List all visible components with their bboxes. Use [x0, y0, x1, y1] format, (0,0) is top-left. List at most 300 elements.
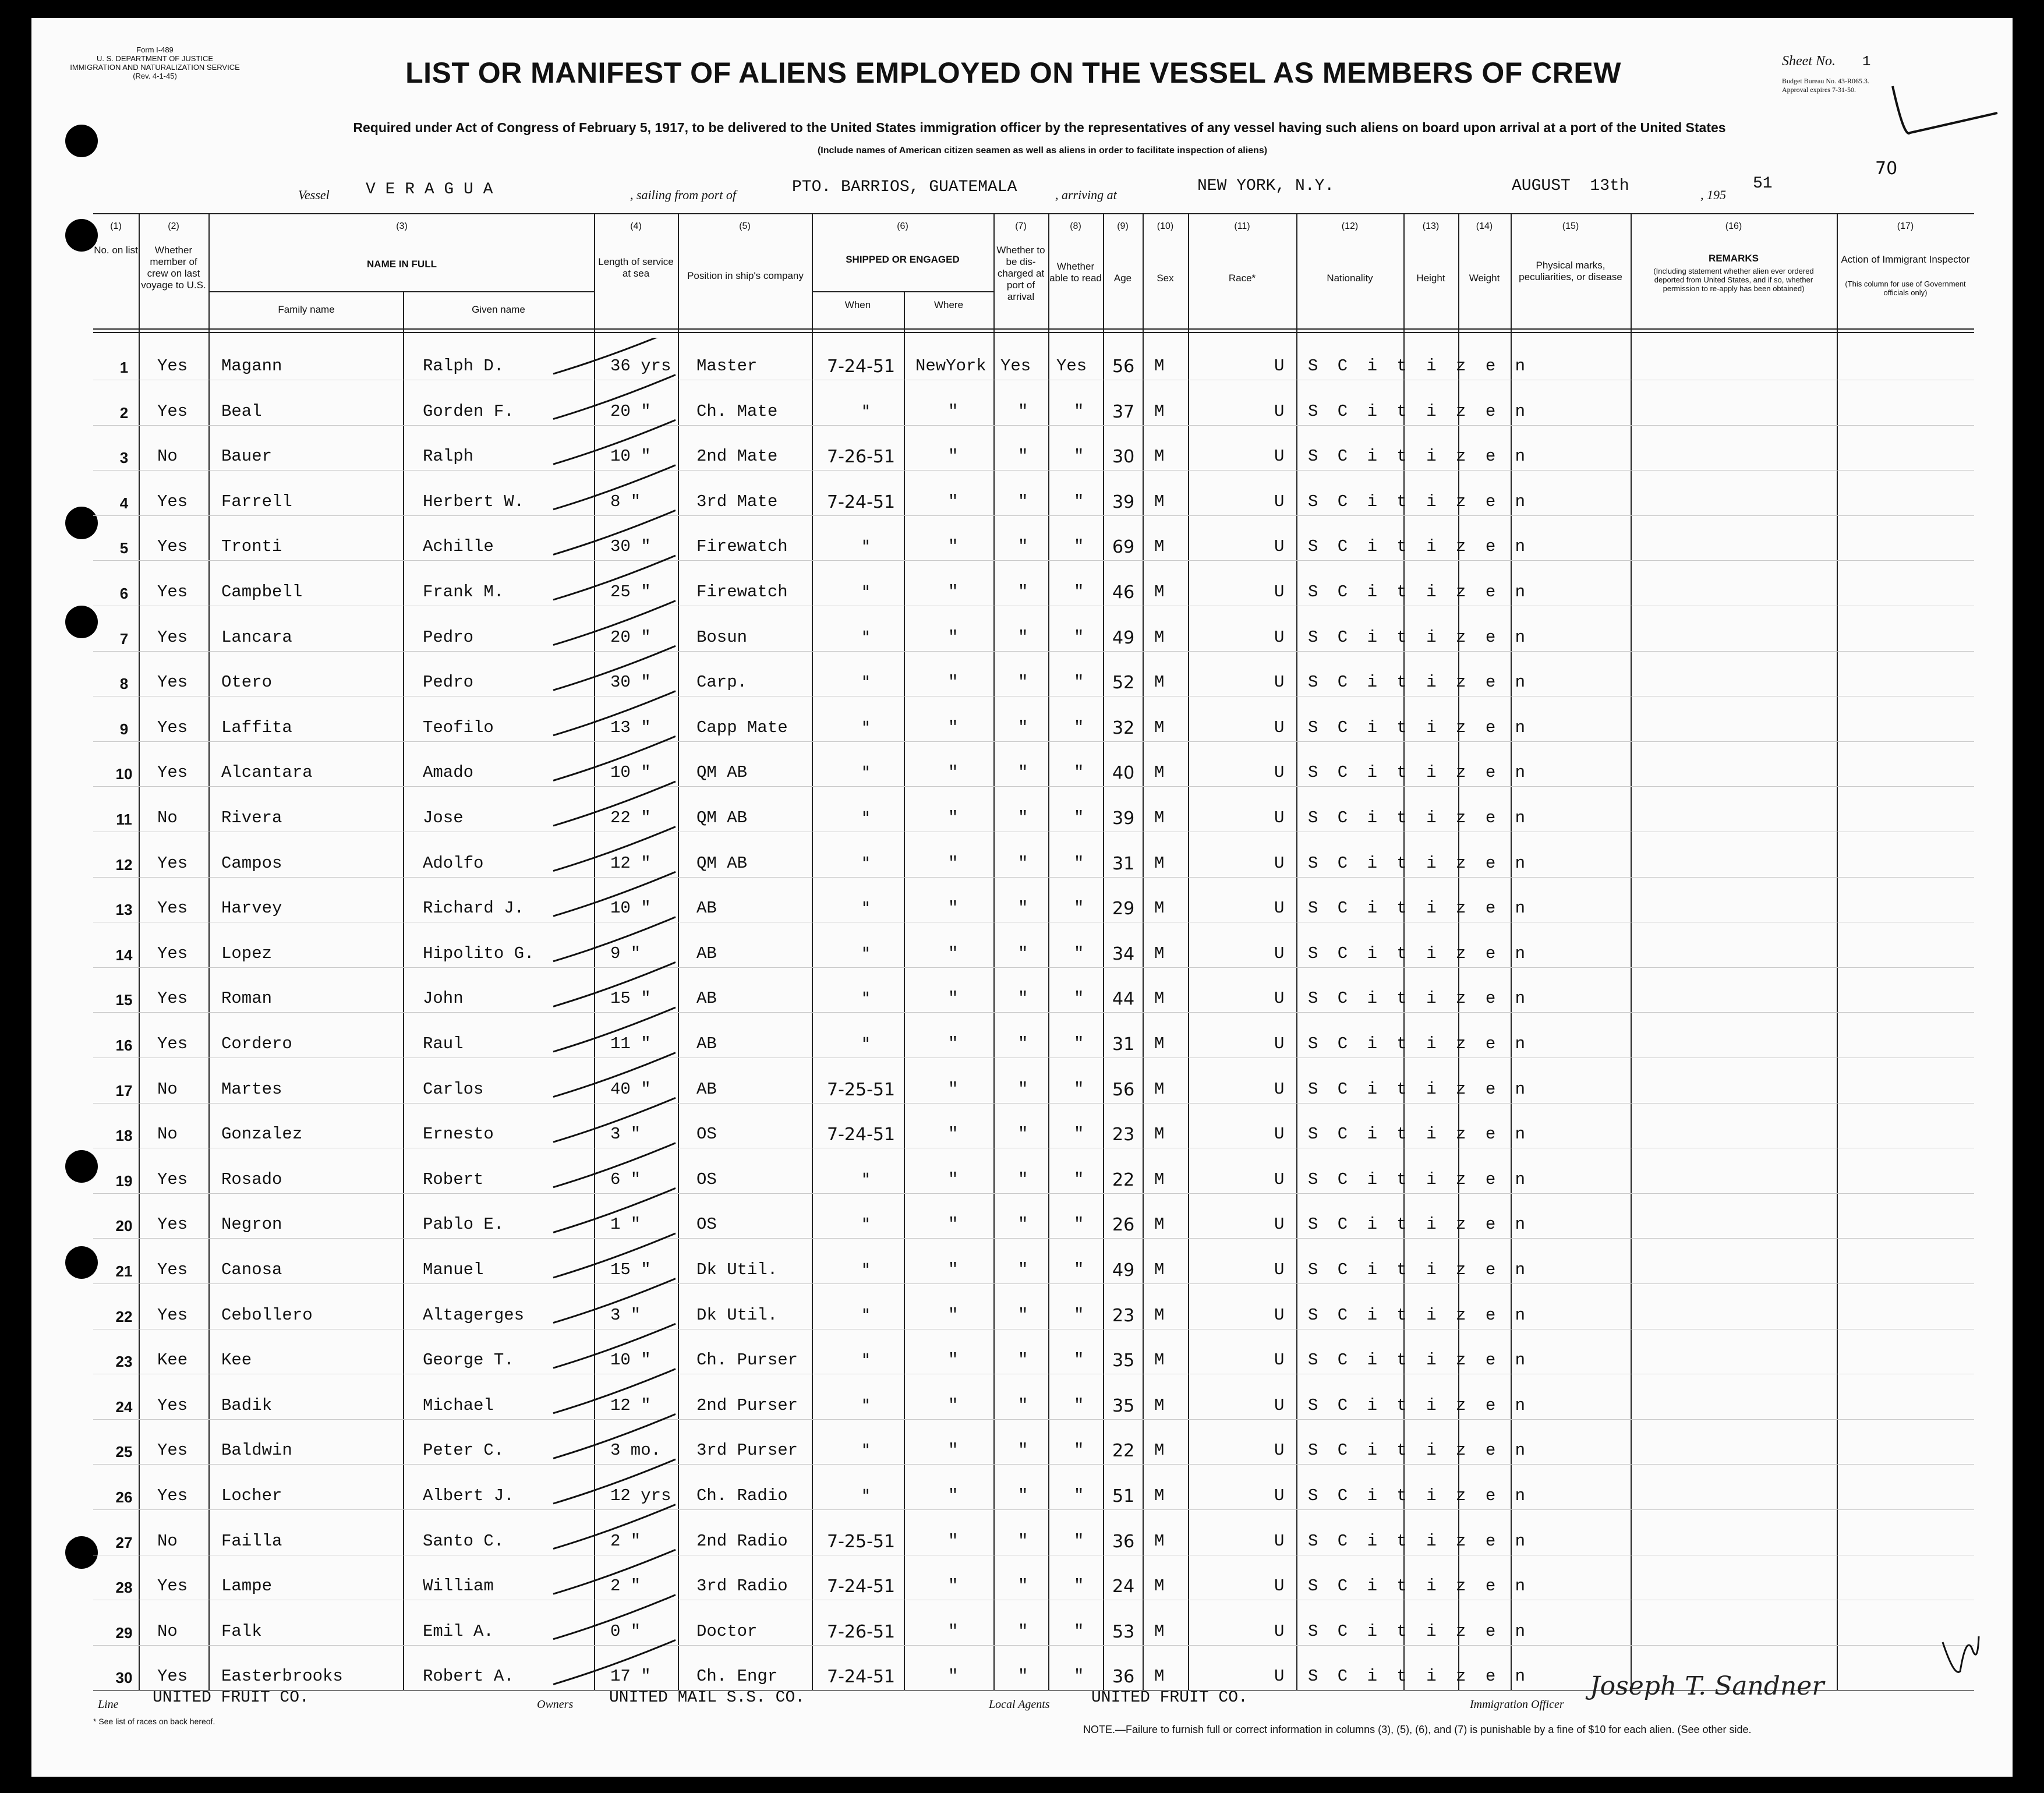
row-number: 13 [115, 901, 133, 919]
service-length: 3 mo. [610, 1441, 662, 1460]
line-label: Line [98, 1698, 119, 1711]
race: U [1274, 1079, 1285, 1099]
shipped-when: " [862, 1441, 870, 1462]
shipped-where: " [948, 1486, 959, 1505]
family-name: Magann [221, 356, 282, 376]
row-rule [93, 1419, 1974, 1420]
crew-flag: Yes [157, 356, 188, 376]
position: OS [696, 1215, 717, 1235]
shipped-when: " [862, 401, 870, 422]
family-name: Laffita [221, 717, 292, 737]
able-to-read: " [1074, 1350, 1084, 1370]
vessel-name: V E R A G U A [366, 181, 493, 199]
discharged: " [1018, 1395, 1028, 1415]
shipped-when: " [862, 763, 870, 784]
shipped-when: " [862, 808, 870, 829]
shipped-when: " [862, 537, 870, 558]
budget-line: Budget Bureau No. 43-R065.3. [1782, 77, 1869, 85]
age: 29 [1112, 899, 1135, 920]
age: 24 [1112, 1576, 1135, 1597]
service-length: 3 " [610, 1124, 641, 1144]
age: 31 [1112, 1034, 1135, 1055]
sex: M [1154, 1621, 1165, 1641]
nationality: S C i t i z e n [1308, 717, 1530, 737]
hand-stroke [553, 556, 676, 600]
shipped-where: " [948, 1441, 959, 1460]
sex: M [1154, 899, 1165, 918]
nationality: S C i t i z e n [1308, 627, 1530, 647]
age: 53 [1112, 1621, 1135, 1642]
sex: M [1154, 1350, 1165, 1370]
shipped-where: " [948, 943, 959, 963]
race: U [1274, 763, 1285, 783]
row-rule [93, 1464, 1974, 1465]
shipped-when: 7-26-51 [827, 447, 896, 468]
service-length: 36 yrs [610, 356, 671, 376]
crew-flag: No [157, 1124, 178, 1144]
shipped-when: " [862, 1215, 870, 1236]
age: 51 [1112, 1486, 1135, 1506]
nationality: S C i t i z e n [1308, 1576, 1530, 1596]
able-to-read: " [1074, 401, 1084, 421]
nationality: S C i t i z e n [1308, 1621, 1530, 1641]
given-name: Emil A. [423, 1621, 494, 1641]
race: U [1274, 1350, 1285, 1370]
hand-stroke [553, 601, 676, 645]
age: 26 [1112, 1215, 1135, 1236]
shipped-where: " [948, 989, 959, 1009]
nationality: S C i t i z e n [1308, 582, 1530, 602]
arriving-port: NEW YORK, N.Y. [1197, 177, 1335, 195]
able-to-read: " [1074, 1079, 1084, 1099]
family-name: Canosa [221, 1260, 282, 1279]
able-to-read: " [1074, 808, 1084, 827]
hand-stroke [553, 691, 676, 735]
able-to-read: " [1074, 491, 1084, 511]
hand-stroke [553, 917, 676, 961]
crew-flag: Yes [157, 1034, 188, 1053]
hand-stroke [553, 1143, 676, 1187]
race: U [1274, 1034, 1285, 1053]
position: Ch. Engr [696, 1667, 778, 1686]
crew-flag: Yes [157, 763, 188, 783]
able-to-read: " [1074, 582, 1084, 602]
sheet-number [1782, 54, 1957, 70]
able-to-read: " [1074, 447, 1084, 466]
shipped-when: " [862, 582, 870, 603]
given-name: Manuel [423, 1260, 484, 1279]
shipped-when: " [862, 1305, 870, 1326]
sex: M [1154, 853, 1165, 873]
hand-stroke [553, 338, 676, 374]
family-name: Roman [221, 989, 273, 1009]
crew-flag: Yes [157, 1260, 188, 1279]
col-header-position: Position in ship's company [687, 270, 804, 281]
crew-flag: Yes [157, 899, 188, 918]
hand-stroke [553, 1505, 676, 1549]
service-length: 12 " [610, 1395, 651, 1415]
hand-stroke [553, 827, 676, 871]
race: U [1274, 808, 1285, 827]
crew-flag: No [157, 808, 178, 827]
agents-label: Local Agents [989, 1698, 1050, 1711]
owners-label: Owners [537, 1698, 574, 1711]
crew-flag: Yes [157, 1486, 188, 1505]
col-num: (9) [1117, 221, 1129, 231]
given-name: George T. [423, 1350, 514, 1370]
corner-mark: 70 [1875, 158, 1898, 179]
row-rule [93, 1283, 1974, 1284]
shipped-when: " [862, 627, 870, 648]
given-name: Achille [423, 537, 494, 557]
given-name: Raul [423, 1034, 464, 1053]
able-to-read: " [1074, 1395, 1084, 1415]
service-length: 12 " [610, 853, 651, 873]
shipped-when: " [862, 899, 870, 920]
sex: M [1154, 401, 1165, 421]
position: QM AB [696, 763, 748, 783]
position: 2nd Radio [696, 1531, 788, 1551]
row-number: 26 [115, 1488, 133, 1506]
shipped-where: " [948, 853, 959, 873]
hand-stroke [553, 781, 676, 826]
shipped-where: " [948, 491, 959, 511]
service-length: 15 " [610, 1260, 651, 1279]
able-to-read: " [1074, 763, 1084, 783]
row-rule [93, 1509, 1974, 1510]
crew-flag: Yes [157, 1215, 188, 1235]
shipped-when: " [862, 943, 870, 964]
include-text: (Include names of American citizen seamen as well as aliens in order to facilitate inspection of aliens) [817, 146, 1268, 155]
sheet-value: 1 [1862, 54, 1871, 70]
col-header-service: Length of service at sea [598, 256, 674, 279]
form-id-line: (Rev. 4-1-45) [133, 72, 177, 80]
race: U [1274, 1260, 1285, 1279]
row-number: 11 [116, 811, 132, 828]
service-length: 1 " [610, 1215, 641, 1235]
row-number: 3 [119, 449, 129, 467]
position: Bosun [696, 627, 748, 647]
row-number: 7 [119, 630, 129, 648]
hand-stroke [553, 375, 676, 419]
race: U [1274, 627, 1285, 647]
discharged: " [1018, 899, 1028, 918]
service-length: 20 " [610, 401, 651, 421]
nationality: S C i t i z e n [1308, 1124, 1530, 1144]
year-value: 51 [1753, 175, 1773, 193]
age: 37 [1112, 401, 1135, 422]
able-to-read: " [1074, 1124, 1084, 1144]
service-length: 15 " [610, 989, 651, 1009]
check-marks [542, 338, 728, 1695]
row-rule [93, 560, 1974, 561]
row-number: 29 [115, 1624, 133, 1642]
given-name: Gorden F. [423, 401, 514, 421]
able-to-read: " [1074, 853, 1084, 873]
required-text: Required under Act of Congress of February 5, 1917, to be delivered to the United States immigration officer by the representatives of any vessel having such aliens on board upon arrival at a port of the United States [353, 120, 1726, 135]
family-name: Alcantara [221, 763, 313, 783]
pen-mark [1887, 69, 2003, 150]
position: 3rd Radio [696, 1576, 788, 1596]
given-name: Robert [423, 1169, 484, 1189]
col-num: (14) [1476, 221, 1493, 231]
hand-stroke [553, 1279, 676, 1323]
nationality: S C i t i z e n [1308, 491, 1530, 511]
family-name: Harvey [221, 899, 282, 918]
shipped-where: " [948, 1124, 959, 1144]
position: AB [696, 899, 717, 918]
shipped-when: " [862, 1486, 870, 1506]
row-number: 23 [115, 1353, 133, 1371]
discharged: " [1018, 1486, 1028, 1505]
agents-value: UNITED FRUIT CO. [1091, 1689, 1248, 1707]
position: QM AB [696, 808, 748, 827]
shipped-where: " [948, 1576, 959, 1596]
family-name: Rosado [221, 1169, 282, 1189]
initial-mark [1937, 1631, 1983, 1683]
position: 2nd Mate [696, 447, 778, 466]
nationality: S C i t i z e n [1308, 1486, 1530, 1505]
nationality: S C i t i z e n [1308, 1667, 1530, 1686]
shipped-where: " [948, 1169, 959, 1189]
nationality: S C i t i z e n [1308, 1034, 1530, 1053]
shipped-when: 7-24-51 [827, 1124, 896, 1145]
hand-stroke [553, 646, 676, 690]
nationality: S C i t i z e n [1308, 356, 1530, 376]
shipped-when: " [862, 989, 870, 1010]
shipped-where: " [948, 1531, 959, 1551]
family-name: Negron [221, 1215, 282, 1235]
binder-hole [65, 1150, 98, 1183]
sex: M [1154, 1576, 1165, 1596]
service-length: 9 " [610, 943, 641, 963]
crew-flag: Kee [157, 1350, 188, 1370]
binder-hole [65, 1536, 98, 1569]
family-name: Gonzalez [221, 1124, 303, 1144]
sex: M [1154, 1079, 1165, 1099]
given-name: Teofilo [423, 717, 494, 737]
given-name: Santo C. [423, 1531, 504, 1551]
race: U [1274, 1531, 1285, 1551]
shipped-when: 7-24-51 [827, 356, 896, 377]
col-num: (12) [1341, 221, 1359, 231]
position: Capp Mate [696, 717, 788, 737]
sex: M [1154, 1486, 1165, 1505]
shipped-when: " [862, 717, 870, 738]
position: Ch. Radio [696, 1486, 788, 1505]
col-num: (15) [1562, 221, 1579, 231]
discharged: " [1018, 1034, 1028, 1053]
row-number: 10 [115, 765, 133, 783]
shipped-where: " [948, 1350, 959, 1370]
crew-flag: Yes [157, 717, 188, 737]
service-length: 2 " [610, 1531, 641, 1551]
discharged: " [1018, 627, 1028, 647]
row-number: 16 [115, 1037, 133, 1054]
row-number: 21 [115, 1262, 133, 1280]
given-name: Michael [423, 1395, 494, 1415]
row-number: 9 [119, 720, 129, 738]
row-number: 1 [119, 359, 129, 376]
shipped-when: " [862, 1034, 870, 1055]
age: 69 [1112, 537, 1135, 558]
row-number: 6 [119, 585, 129, 602]
position: Firewatch [696, 582, 788, 602]
family-name: Locher [221, 1486, 282, 1505]
col-header-read: Whether able to read [1049, 261, 1102, 284]
discharged: " [1018, 1079, 1028, 1099]
service-length: 30 " [610, 537, 651, 557]
given-name: Pedro [423, 627, 474, 647]
family-name: Kee [221, 1350, 252, 1370]
hand-stroke [553, 1098, 676, 1142]
budget-line: Approval expires 7-31-50. [1782, 86, 1856, 94]
service-length: 10 " [610, 763, 651, 783]
row-number: 4 [119, 494, 129, 512]
given-name: Ralph D. [423, 356, 504, 376]
shipped-when: " [862, 1395, 870, 1416]
nationality: S C i t i z e n [1308, 1215, 1530, 1235]
shipped-where: " [948, 763, 959, 783]
crew-flag: Yes [157, 537, 188, 557]
nationality: S C i t i z e n [1308, 1531, 1530, 1551]
sex: M [1154, 627, 1165, 647]
hand-stroke [553, 420, 676, 464]
position: Master [696, 356, 758, 376]
shipped-where: " [948, 899, 959, 918]
discharged: " [1018, 943, 1028, 963]
discharged: " [1018, 1215, 1028, 1235]
given-name: Carlos [423, 1079, 484, 1099]
able-to-read: " [1074, 1531, 1084, 1551]
sailing-label: , sailing from port of [630, 188, 736, 202]
col-header-name: NAME IN FULL [367, 259, 437, 270]
row-rule [93, 1012, 1974, 1013]
col-header-crew: Whether member of crew on last voyage to U.S. [141, 245, 206, 291]
shipped-where: " [948, 401, 959, 421]
page-title: LIST OR MANIFEST OF ALIENS EMPLOYED ON THE VESSEL AS MEMBERS OF CREW [405, 56, 1621, 89]
shipped-when: " [862, 1169, 870, 1190]
race: U [1274, 717, 1285, 737]
col-header-family: Family name [278, 304, 335, 315]
service-length: 25 " [610, 582, 651, 602]
family-name: Campbell [221, 582, 303, 602]
race: U [1274, 1667, 1285, 1686]
age: 56 [1112, 356, 1135, 377]
nationality: S C i t i z e n [1308, 1260, 1530, 1279]
race: U [1274, 1215, 1285, 1235]
race: U [1274, 447, 1285, 466]
footer-note: NOTE.—Failure to furnish full or correct information in columns (3), (5), (6), and (7) is punishable by a fine of $10 for each alien. (See other side. [1083, 1724, 1752, 1735]
crew-flag: Yes [157, 989, 188, 1009]
hand-stroke [553, 1053, 676, 1097]
hand-stroke [553, 1640, 676, 1684]
family-name: Easterbrooks [221, 1667, 343, 1686]
col-header-action: Action of Immigrant Inspector [1841, 254, 1970, 265]
nationality: S C i t i z e n [1308, 673, 1530, 692]
able-to-read: " [1074, 1169, 1084, 1189]
given-name: John [423, 989, 464, 1009]
sex: M [1154, 673, 1165, 692]
row-rule [93, 470, 1974, 471]
age: 23 [1112, 1305, 1135, 1326]
discharged: " [1018, 447, 1028, 466]
given-name: Hipolito G. [423, 943, 535, 963]
arriving-label: , arriving at [1055, 188, 1117, 202]
service-length: 6 " [610, 1169, 641, 1189]
shipped-where: " [948, 447, 959, 466]
sex: M [1154, 1441, 1165, 1460]
col-num: (3) [396, 221, 408, 231]
race: U [1274, 1621, 1285, 1641]
family-name: Bauer [221, 447, 273, 466]
service-length: 3 " [610, 1305, 641, 1325]
sheet-label: Sheet No. [1782, 54, 1836, 69]
shipped-when: " [862, 853, 870, 874]
vessel-label: Vessel [298, 188, 330, 202]
shipped-where: " [948, 537, 959, 557]
line-value: UNITED FRUIT CO. [153, 1689, 309, 1707]
nationality: S C i t i z e n [1308, 808, 1530, 827]
family-name: Martes [221, 1079, 282, 1099]
crew-flag: No [157, 1079, 178, 1099]
form-identifier [56, 45, 254, 80]
nationality: S C i t i z e n [1308, 1395, 1530, 1415]
given-name: Frank M. [423, 582, 504, 602]
able-to-read: " [1074, 1441, 1084, 1460]
service-length: 13 " [610, 717, 651, 737]
row-rule [93, 877, 1974, 878]
service-length: 10 " [610, 1350, 651, 1370]
family-name: Failla [221, 1531, 282, 1551]
nationality: S C i t i z e n [1308, 1350, 1530, 1370]
hand-stroke [553, 1550, 676, 1594]
row-number: 14 [115, 946, 133, 964]
row-number: 5 [119, 539, 129, 557]
family-name: Falk [221, 1621, 262, 1641]
race: U [1274, 673, 1285, 692]
nationality: S C i t i z e n [1308, 1079, 1530, 1099]
position: OS [696, 1124, 717, 1144]
row-number: 19 [115, 1172, 133, 1190]
given-name: Jose [423, 808, 464, 827]
given-name: Amado [423, 763, 474, 783]
officer-label: Immigration Officer [1470, 1698, 1564, 1711]
age: 31 [1112, 853, 1135, 874]
age: 56 [1112, 1079, 1135, 1100]
service-length: 30 " [610, 673, 651, 692]
age: 22 [1112, 1169, 1135, 1190]
age: 49 [1112, 627, 1135, 648]
discharged: " [1018, 1305, 1028, 1325]
discharged: " [1018, 582, 1028, 602]
discharged: " [1018, 989, 1028, 1009]
row-number: 18 [115, 1127, 133, 1145]
able-to-read: " [1074, 989, 1084, 1009]
crew-flag: Yes [157, 1305, 188, 1325]
family-name: Beal [221, 401, 262, 421]
nationality: S C i t i z e n [1308, 1441, 1530, 1460]
row-rule [93, 967, 1974, 968]
shipped-where: " [948, 1034, 959, 1053]
col-header-action-sub: (This column for use of Government officials only) [1845, 280, 1966, 297]
position: Carp. [696, 673, 748, 692]
able-to-read: " [1074, 717, 1084, 737]
col-num: (8) [1070, 221, 1081, 231]
year-prefix: , 195 [1700, 188, 1726, 202]
row-rule [93, 515, 1974, 516]
sex: M [1154, 1034, 1165, 1053]
